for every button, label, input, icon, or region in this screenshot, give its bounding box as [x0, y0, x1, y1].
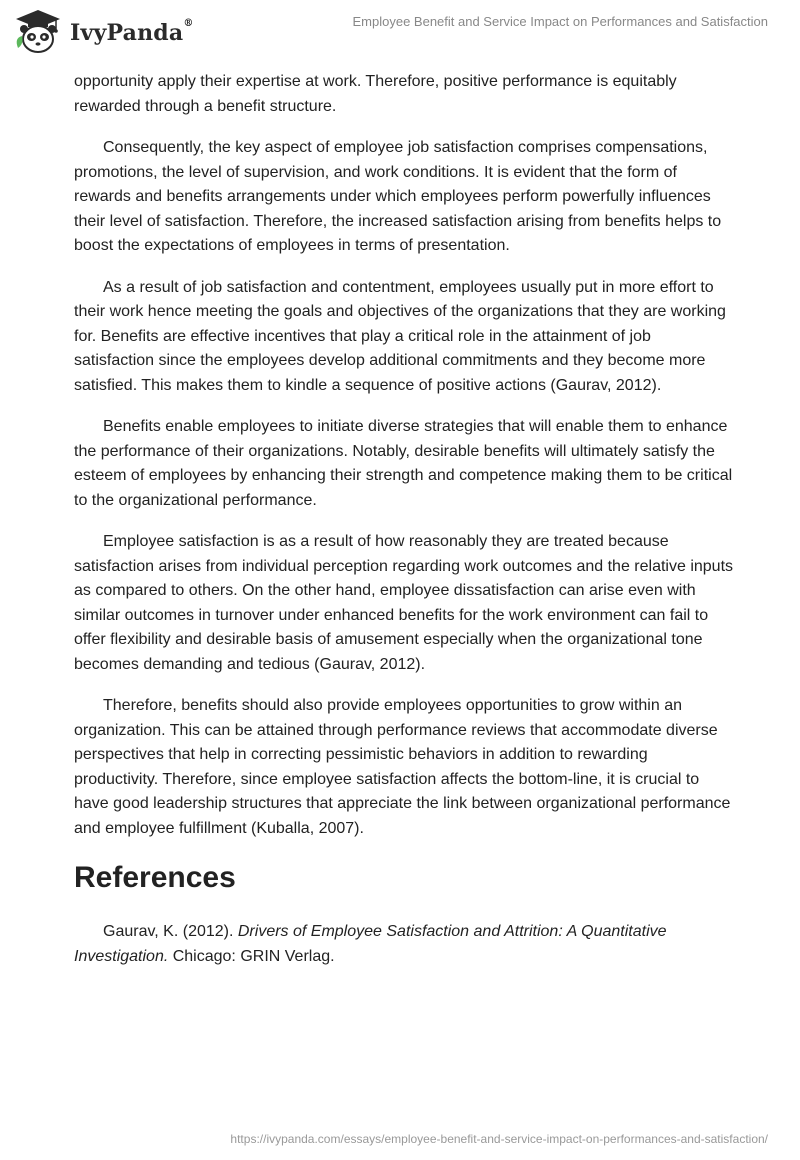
- footer-url: https://ivypanda.com/essays/employee-benefit-and-service-impact-on-performances-and-satisfaction/: [230, 1132, 768, 1146]
- panda-logo-icon: [14, 8, 62, 54]
- reference-author-year: Gaurav, K. (2012).: [103, 923, 238, 940]
- reference-publisher: Chicago: GRIN Verlag.: [168, 948, 335, 965]
- document-title: Employee Benefit and Service Impact on Performances and Satisfaction: [352, 14, 768, 29]
- essay-body: [74, 70, 734, 969]
- body-paragraph: opportunity apply their expertise at work. Therefore, positive performance is equitably rewarded through a benefit structure.: [74, 73, 677, 115]
- brand-name: IvyPanda®: [70, 18, 194, 46]
- body-paragraph: As a result of job satisfaction and contentment, employees usually put in more effort to their work hence meeting the goals and objectives of the organizations that they are working for. Benefits are effective incentives that play a critical role in the attainment of job satisfaction since the employees develop additional commitments and they become more satisfied. This makes them to kindle a sequence of positive actions (Gaurav, 2012).: [74, 278, 726, 394]
- body-paragraph: Benefits enable employees to initiate diverse strategies that will enable them to enhance the performance of their organizations. Notably, desirable benefits will ultimately satisfy the esteem of employees by enhancing their strength and competence making them to be critical to the organizational performance.: [74, 418, 733, 509]
- page-header: [0, 0, 800, 60]
- body-paragraph: Therefore, benefits should also provide employees opportunities to grow within an organization. This can be attained through performance reviews that accommodate diverse perspectives that help in correcting pessimistic behaviors in addition to rewarding productivity. Therefore, since employee satisfaction affects the bottom-line, it is crucial to have good leadership structures that appreciate the link between organizational performance and employee fulfillment (Kuballa, 2007).: [74, 697, 731, 837]
- reference-title: Drivers of Employee Satisfaction and Attrition: A Quantitative Investigation.: [74, 923, 667, 965]
- body-paragraph: Consequently, the key aspect of employee job satisfaction comprises compensations, promotions, the level of supervision, and work conditions. It is evident that the form of rewards and benefits arrangements under which employees perform powerfully influences their level of satisfaction. Therefore, the increased satisfaction arising from benefits helps to boost the expectations of employees in terms of presentation.: [74, 139, 722, 254]
- references-heading: References: [74, 861, 236, 894]
- reference-entry: [74, 919, 734, 969]
- body-paragraph: Employee satisfaction is as a result of how reasonably they are treated because satisfaction arises from individual perception regarding work outcomes and the relative inputs as compared to others. On the other hand, employee dissatisfaction can arise even with similar outcomes in turnover under enhanced benefits for the work environment can fail to offer flexibility and desirable basis of amusement especially when the organizational tone becomes demanding and tedious (Gaurav, 2012).: [74, 533, 734, 673]
